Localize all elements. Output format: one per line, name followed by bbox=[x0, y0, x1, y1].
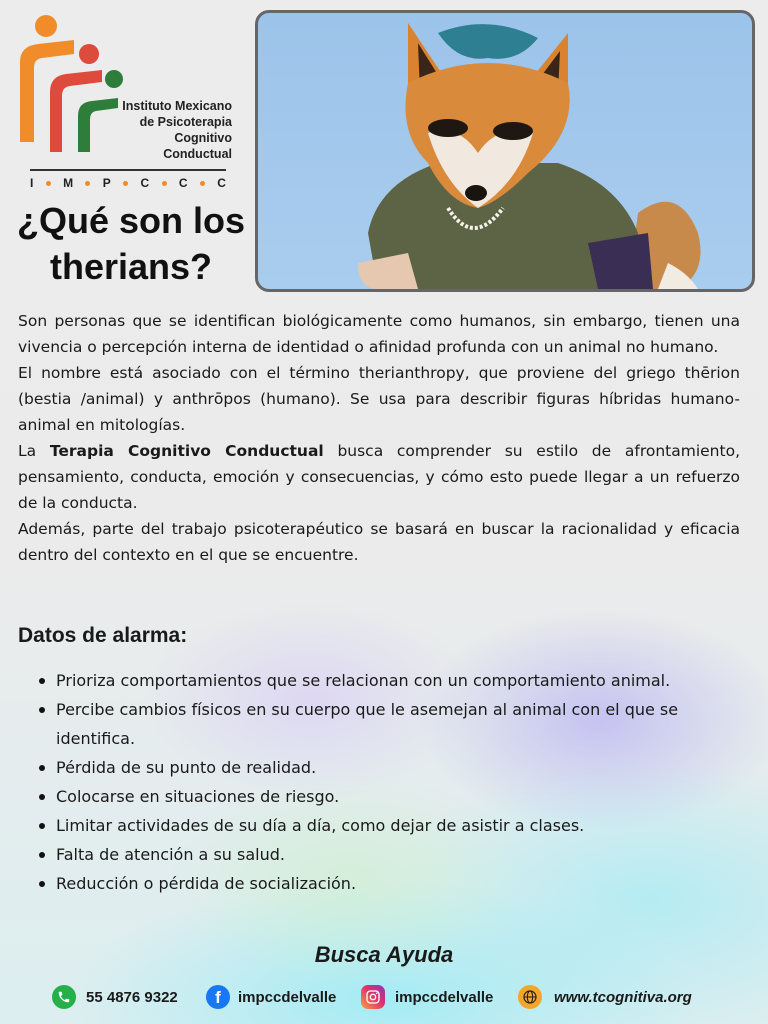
alarm-heading: Datos de alarma: bbox=[18, 624, 188, 647]
list-item: Limitar actividades de su día a día, como dejar de asistir a clases. bbox=[18, 811, 738, 840]
help-heading: Busca Ayuda bbox=[314, 942, 454, 967]
website-contact[interactable] bbox=[518, 983, 692, 1011]
title-line-2: therians? bbox=[49, 246, 213, 287]
title-line-1: ¿Qué son los bbox=[16, 200, 246, 241]
logo-text bbox=[118, 98, 232, 162]
phone-icon bbox=[52, 985, 76, 1009]
impcc-logo bbox=[12, 12, 232, 190]
logo-line-3: Cognitivo Conductual bbox=[163, 131, 232, 161]
list-item: Reducción o pérdida de socialización. bbox=[18, 869, 738, 898]
list-item: Percibe cambios físicos en su cuerpo que le asemejan al animal con el que se identifica. bbox=[18, 695, 738, 753]
instagram-contact[interactable] bbox=[361, 983, 493, 1011]
therian-fox-mask-photo bbox=[255, 10, 755, 292]
acronym-letter: M bbox=[63, 176, 74, 190]
fox-mask-illustration bbox=[258, 13, 752, 289]
list-item: Colocarse en situaciones de riesgo. bbox=[18, 782, 738, 811]
phone-contact[interactable] bbox=[52, 983, 178, 1011]
website-url: www.tcognitiva.org bbox=[554, 988, 692, 1006]
list-item: Falta de atención a su salud. bbox=[18, 840, 738, 869]
facebook-icon: f bbox=[206, 985, 230, 1009]
logo-divider bbox=[30, 169, 226, 171]
acronym-letter: C bbox=[140, 176, 150, 190]
logo-acronym bbox=[30, 176, 226, 190]
instagram-icon bbox=[361, 985, 385, 1009]
intro-text bbox=[18, 308, 740, 568]
acronym-letter: C bbox=[178, 176, 188, 190]
p3-suffix: busca comprender su estilo de afrontamiento, pensamiento, conducta, emoción y consecuencias, y cómo esto puede llegar a un refuerzo de la conducta. bbox=[18, 442, 740, 512]
paragraph-definition: Son personas que se identifican biológicamente como humanos, sin embargo, tienen una vivencia o percepción interna de identidad o afinidad profunda con un animal no humano. bbox=[18, 312, 740, 356]
acronym-letter: C bbox=[217, 176, 226, 190]
logo-line-1: Instituto Mexicano bbox=[122, 99, 232, 113]
list-item: Prioriza comportamientos que se relacionan con un comportamiento animal. bbox=[18, 666, 738, 695]
paragraph-etymology: El nombre está asociado con el término therianthropy, que proviene del griego thērion (bestia /animal) y anthrōpos (humano). Se usa para describir figuras híbridas humano-animal en mitologías. bbox=[18, 364, 740, 434]
phone-number: 55 4876 9322 bbox=[86, 988, 178, 1006]
therapy-name: Terapia Cognitivo Conductual bbox=[49, 442, 324, 460]
globe-icon bbox=[518, 985, 542, 1009]
p3-prefix: La bbox=[18, 442, 50, 460]
instagram-handle: impccdelvalle bbox=[395, 988, 494, 1006]
acronym-letter: I bbox=[30, 176, 34, 190]
alarm-list bbox=[18, 666, 738, 898]
acronym-letter: P bbox=[102, 176, 111, 190]
paragraph-therapy bbox=[18, 438, 740, 516]
facebook-contact[interactable] bbox=[206, 983, 336, 1011]
facebook-handle: impccdelvalle bbox=[238, 988, 337, 1006]
page-title bbox=[8, 198, 254, 290]
logo-line-2: de Psicoterapia bbox=[139, 115, 232, 129]
paragraph-psychotherapy: Además, parte del trabajo psicoterapéutico se basará en buscar la racionalidad y eficacia dentro del contexto en el que se encuentre. bbox=[18, 520, 740, 564]
list-item: Pérdida de su punto de realidad. bbox=[18, 753, 738, 782]
